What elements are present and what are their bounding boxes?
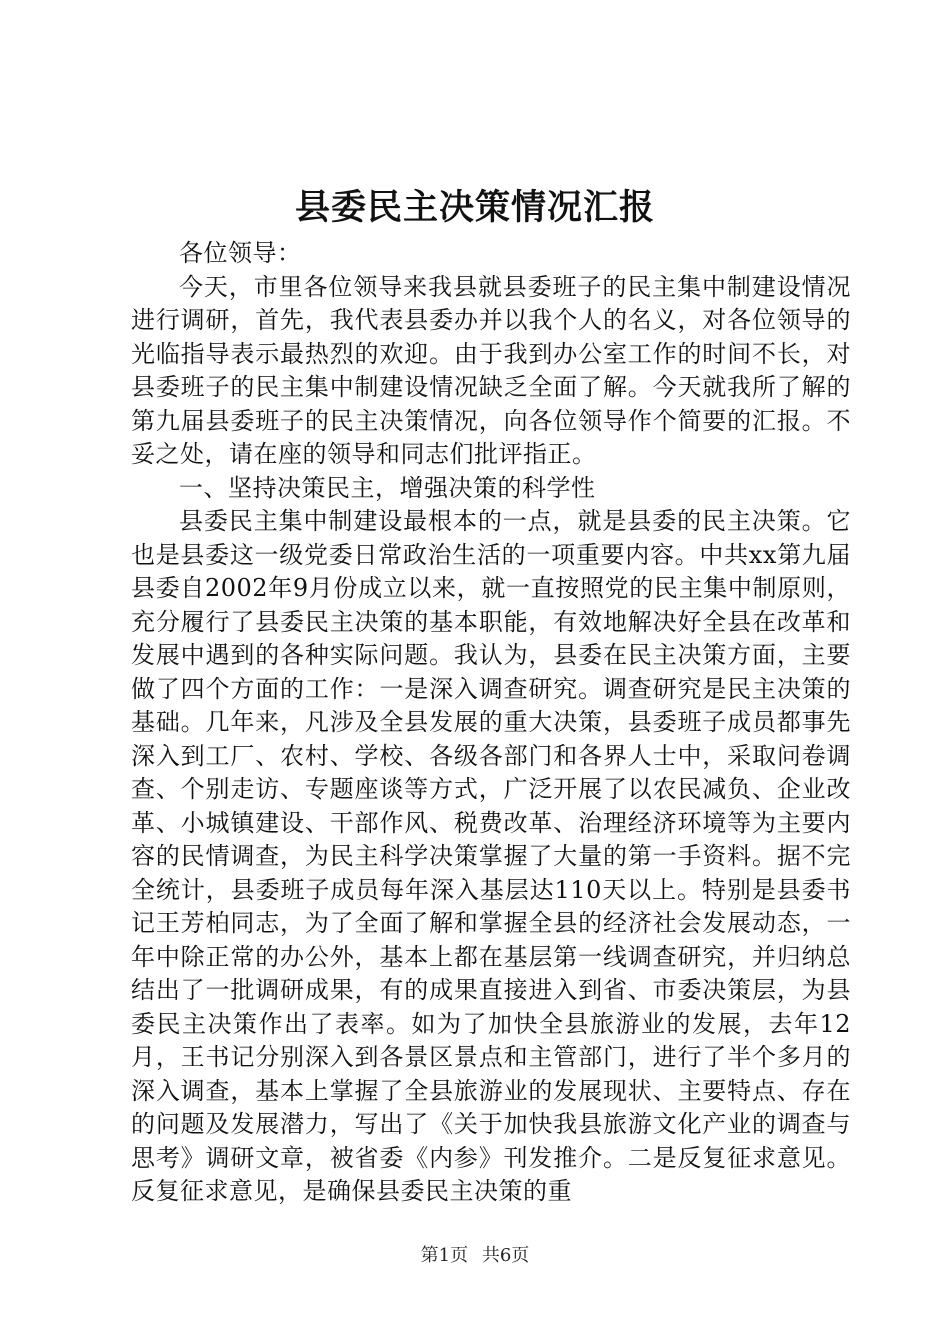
paragraph-intro: 今天，市里各位领导来我县就县委班子的民主集中制建设情况进行调研，首先，我代表县委办并以我个人的名义，对各位领导的光临指导表示最热烈的欢迎。由于我到办公室工作的时间不长，对县委班子的民主集中制建设情况缺乏全面了解。今天就我所了解的第九届县委班子的民主决策情况，向各位领导作个简要的汇报。不妥之处，请在座的领导和同志们批评指正。 xyxy=(131,272,851,468)
page-number: 第1页 xyxy=(420,1245,469,1266)
document-body xyxy=(131,237,851,1209)
page-footer xyxy=(0,1244,950,1268)
salutation: 各位领导： xyxy=(179,239,302,267)
document-title: 县委民主决策情况汇报 xyxy=(294,187,655,228)
page-total: 共6页 xyxy=(481,1245,530,1266)
paragraph-section-1: 县委民主集中制建设最根本的一点，就是县委的民主决策。它也是县委这一级党委日常政治生活的一项重要内容。中共xx第九届县委自2002年9月份成立以来，就一直按照党的民主集中制原则，充分履行了县委民主决策的基本职能，有效地解决好全县在改革和发展中遇到的各种实际问题。我认为，县委在民主决策方面，主要做了四个方面的工作：一是深入调查研究。调查研究是民主决策的基础。几年来，凡涉及全县发展的重大决策，县委班子成员都事先深入到工厂、农村、学校、各级各部门和各界人士中，采取问卷调查、个别走访、专题座谈等方式，广泛开展了以农民减负、企业改革、小城镇建设、干部作风、税费改革、治理经济环境等为主要内容的民情调查，为民主科学决策掌握了大量的第一手资料。据不完全统计，县委班子成员每年深入基层达110天以上。特别是县委书记王芳柏同志，为了全面了解和掌握全县的经济社会发展动态，一年中除正常的办公外，基本上都在基层第一线调查研究，并归纳总结出了一批调研成果，有的成果直接进入到省、市委决策层，为县委民主决策作出了表率。如为了加快全县旅游业的发展，去年12月，王书记分别深入到各景区景点和主管部门，进行了半个多月的深入调查，基本上掌握了全县旅游业的发展现状、主要特点、存在的问题及发展潜力，写出了《关于加快我县旅游文化产业的调查与思考》调研文章，被省委《内参》刊发推介。二是反复征求意见。反复征求意见，是确保县委民主决策的重 xyxy=(131,507,851,1205)
section-heading: 一、坚持决策民主，增强决策的科学性 xyxy=(179,473,596,502)
